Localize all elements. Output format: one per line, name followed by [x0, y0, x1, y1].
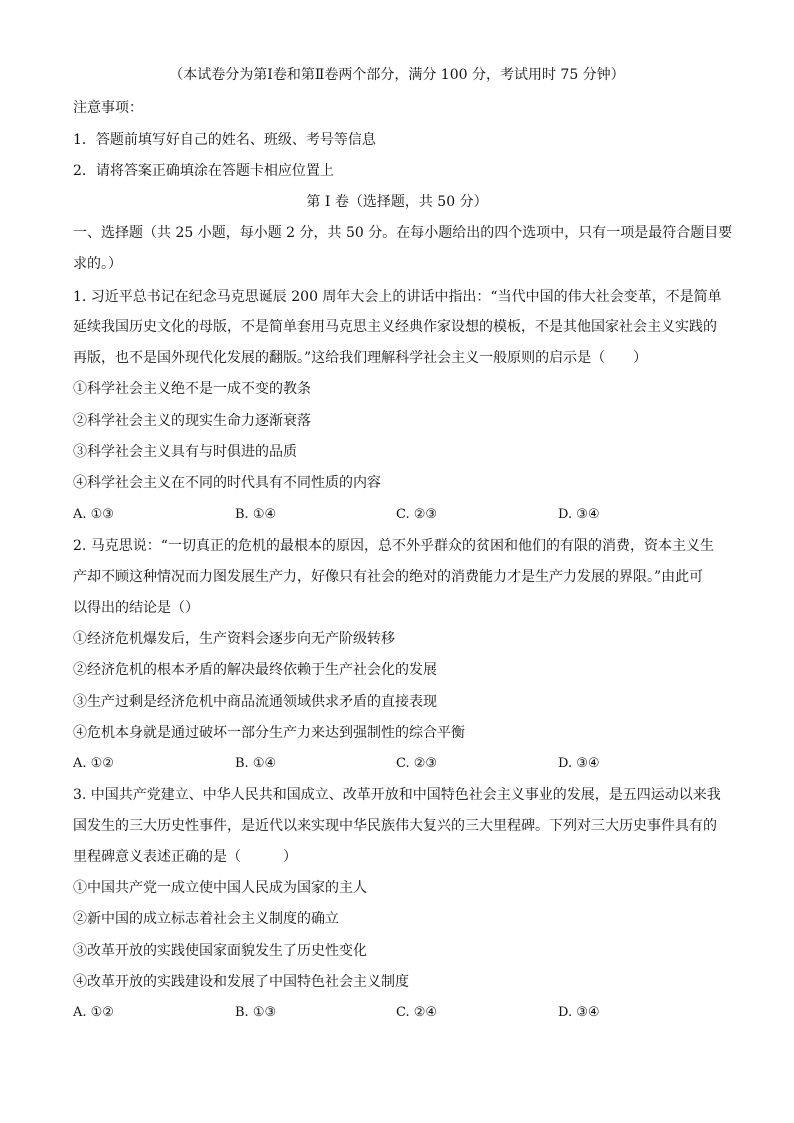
- notice-item: 2．请将答案正确填涂在答题卡相应位置上: [73, 163, 334, 179]
- question-statement: ②科学社会主义的现实生命力逐渐衰落: [73, 413, 311, 429]
- option-d: D. ③④: [558, 1005, 600, 1020]
- option-c: C. ②③: [396, 507, 438, 522]
- notice-title: 注意事项：: [73, 100, 143, 116]
- question-stem: 延续我国历史文化的母版，不是简单套用马克思主义经典作家设想的模板，不是其他国家社会主义实践的: [73, 319, 717, 335]
- option-a: A. ①②: [73, 1005, 114, 1020]
- question-statement: ④危机本身就是通过破坏一部分生产力来达到强制性的综合平衡: [73, 725, 465, 741]
- question-stem: 3. 中国共产党建立、中华人民共和国成立、改革开放和中国特色社会主义事业的发展，是五四运动以来我: [73, 787, 721, 803]
- option-a: A. ①③: [73, 507, 114, 522]
- question-statement: ①经济危机爆发后，生产资料会逐步向无产阶级转移: [73, 631, 395, 647]
- question-stem: 以得出的结论是（）: [73, 600, 199, 616]
- question-stem: 国发生的三大历史性事件，是近代以来实现中华民族伟大复兴的三大里程碑。下列对三大历史事件具有的: [73, 818, 717, 834]
- question-stem: 2. 马克思说：“一切真正的危机的最根本的原因，总不外乎群众的贫困和他们的有限的消费，资本主义生: [73, 538, 714, 554]
- question-statement: ②经济危机的根本矛盾的解决最终依赖于生产社会化的发展: [73, 662, 437, 678]
- question-statement: ②新中国的成立标志着社会主义制度的确立: [73, 911, 339, 927]
- notice-item: 1．答题前填写好自己的姓名、班级、考号等信息: [73, 132, 376, 148]
- question-statement: ④科学社会主义在不同的时代具有不同性质的内容: [73, 475, 381, 491]
- question-statement: ①科学社会主义绝不是一成不变的教条: [73, 381, 311, 397]
- question-stem: 再版，也不是国外现代化发展的翻版。”这给我们理解科学社会主义一般原则的启示是（ ）: [73, 350, 648, 366]
- question-statement: ④改革开放的实践建设和发展了中国特色社会主义制度: [73, 974, 409, 990]
- option-d: D. ③④: [558, 756, 600, 771]
- option-d: D. ③④: [558, 507, 600, 522]
- section-title: 第 I 卷（选择题，共 50 分）: [306, 194, 488, 210]
- question-statement: ③生产过剩是经济危机中商品流通领域供求矛盾的直接表现: [73, 694, 437, 710]
- option-c: C. ②④: [396, 1005, 438, 1020]
- question-stem: 1. 习近平总书记在纪念马克思诞辰 200 周年大会上的讲话中指出：“当代中国的伟大社会变革，不是简单: [73, 289, 722, 305]
- section-instructions: 求的。）: [73, 256, 122, 272]
- question-statement: ③改革开放的实践使国家面貌发生了历史性变化: [73, 943, 367, 959]
- exam-intro: （本试卷分为第Ⅰ卷和第Ⅱ卷两个部分，满分 100 分，考试用时 75 分钟）: [169, 67, 625, 83]
- option-c: C. ②③: [396, 756, 438, 771]
- option-b: B. ①④: [235, 507, 277, 522]
- option-b: B. ①④: [235, 756, 277, 771]
- option-b: B. ①③: [235, 1005, 277, 1020]
- option-a: A. ①②: [73, 756, 114, 771]
- question-statement: ③科学社会主义具有与时俱进的品质: [73, 444, 297, 460]
- section-instructions: 一、选择题（共 25 小题，每小题 2 分，共 50 分。在每小题给出的四个选项中，只有一项是最符合题目要: [73, 225, 733, 241]
- question-stem: 里程碑意义表述正确的是（ ）: [73, 849, 297, 865]
- question-statement: ①中国共产党一成立使中国人民成为国家的主人: [73, 880, 367, 896]
- question-stem: 产却不顾这种情况而力图发展生产力，好像只有社会的绝对的消费能力才是生产力发展的界限。”由此可: [73, 569, 704, 585]
